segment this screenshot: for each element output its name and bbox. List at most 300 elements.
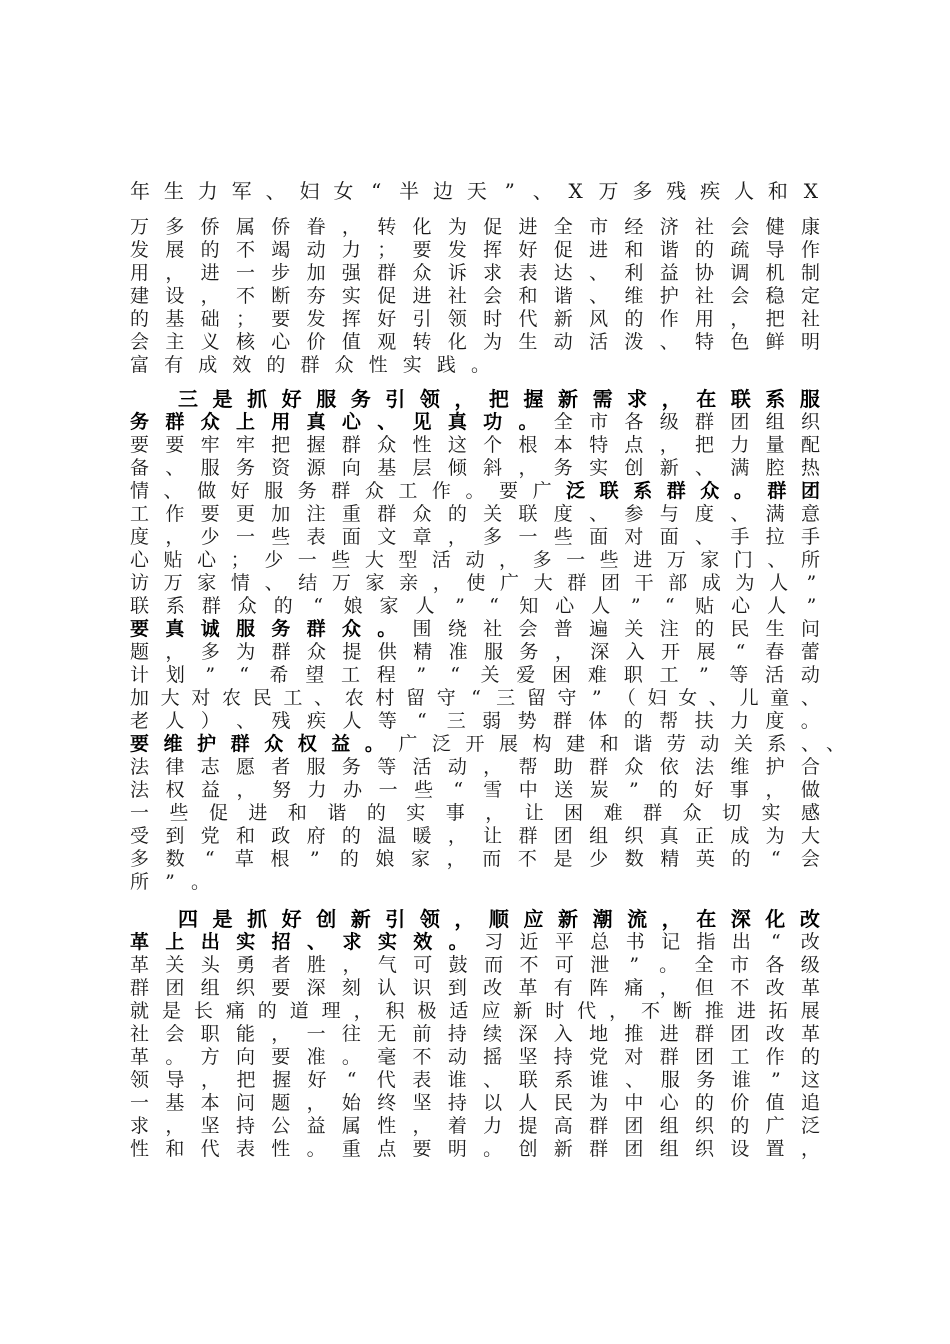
char: 引 <box>385 907 406 931</box>
p2-heading-line <box>178 388 820 411</box>
char: 、 <box>767 549 787 571</box>
char: 础 <box>200 308 220 330</box>
char: 、 <box>589 262 609 284</box>
char: 和 <box>518 285 538 307</box>
char: 要 <box>499 480 519 502</box>
char: 人 <box>165 710 185 732</box>
char: 、 <box>264 572 284 594</box>
char: 的 <box>200 239 220 261</box>
char: 效 <box>413 931 433 953</box>
char: 结 <box>298 572 318 594</box>
char: 爱 <box>516 664 536 686</box>
char: 满 <box>730 457 750 479</box>
char: 三 <box>178 387 198 411</box>
char: 准 <box>448 641 468 663</box>
char: 服 <box>799 387 820 411</box>
char: 知 <box>519 595 539 617</box>
char: 一 <box>297 549 317 571</box>
char: 广 <box>500 572 520 594</box>
char: 活 <box>589 331 609 353</box>
char: 展 <box>165 239 185 261</box>
char: 生 <box>518 331 538 353</box>
char: ， <box>800 1138 820 1160</box>
char: “ <box>239 664 249 686</box>
char: 织 <box>800 411 820 433</box>
char: ， <box>661 387 682 411</box>
char: 拉 <box>765 526 785 548</box>
char: 系 <box>633 480 653 502</box>
p2-line-4 <box>130 457 820 480</box>
char: ， <box>661 907 682 931</box>
char: 要 <box>165 434 185 456</box>
char: 把 <box>695 434 715 456</box>
char: 要 <box>271 1046 291 1068</box>
char: 痛 <box>624 977 644 999</box>
char: 新 <box>350 907 371 931</box>
char: ” <box>629 954 640 976</box>
char: 三 <box>446 710 466 732</box>
char: 拓 <box>768 1000 788 1022</box>
char: 炭 <box>589 779 609 801</box>
p3-line-8 <box>130 1069 820 1092</box>
char: 章 <box>412 526 432 548</box>
char: 团 <box>730 1023 750 1045</box>
char: 方 <box>200 1046 220 1068</box>
char: “ <box>346 1069 357 1091</box>
char: 进 <box>736 1000 756 1022</box>
char: 难 <box>603 802 623 824</box>
char: 设 <box>165 285 185 307</box>
char: 民 <box>730 618 750 640</box>
char: 要 <box>130 733 150 755</box>
char: 守 <box>436 687 456 709</box>
char: 关 <box>483 503 503 525</box>
char: 为 <box>765 825 785 847</box>
char: “ <box>735 641 746 663</box>
char: 女 <box>333 179 354 203</box>
char: 四 <box>178 907 198 931</box>
char: 好 <box>281 907 302 931</box>
char: 注 <box>659 618 679 640</box>
char: 法 <box>130 756 150 778</box>
char: 。 <box>659 954 679 976</box>
char: 中 <box>624 1092 644 1114</box>
char: 头 <box>200 954 220 976</box>
char: 广 <box>532 480 552 502</box>
char: 平 <box>554 931 574 953</box>
char: 作 <box>165 503 185 525</box>
char: 务 <box>519 641 539 663</box>
char: 志 <box>200 756 220 778</box>
char: 众 <box>364 480 384 502</box>
char: 联 <box>518 503 538 525</box>
char: ， <box>554 641 574 663</box>
char: 谁 <box>589 1069 609 1091</box>
char: 基 <box>165 308 185 330</box>
char: 见 <box>412 411 432 433</box>
char: 律 <box>165 756 185 778</box>
p2-line-20 <box>130 825 820 848</box>
char: 有 <box>164 354 184 376</box>
char: 持 <box>447 1092 467 1114</box>
char: 加 <box>271 503 291 525</box>
char: 人 <box>415 595 435 617</box>
char: 性 <box>412 434 432 456</box>
char: 访 <box>130 572 150 594</box>
char: 续 <box>483 1023 503 1045</box>
char: 新 <box>513 1000 533 1022</box>
char: 改 <box>483 977 503 999</box>
char: 要 <box>200 503 220 525</box>
char: 创 <box>624 457 644 479</box>
char: 改 <box>799 907 820 931</box>
char: 留 <box>526 687 546 709</box>
char: 动 <box>306 239 326 261</box>
char: 勇 <box>236 954 256 976</box>
p3-line-6 <box>130 1023 820 1046</box>
char: 亲 <box>399 572 419 594</box>
char: 求 <box>342 931 362 953</box>
char: 地 <box>589 1023 609 1045</box>
char: 握 <box>272 1069 292 1091</box>
char: 性 <box>130 1138 150 1160</box>
char: 备 <box>130 457 150 479</box>
char: 大 <box>800 825 820 847</box>
char: 一 <box>235 262 255 284</box>
char: 开 <box>465 733 485 755</box>
char: 引 <box>412 308 432 330</box>
char: 家 <box>411 848 431 870</box>
char: 胜 <box>307 954 327 976</box>
char: 源 <box>306 457 326 479</box>
char: 会 <box>800 848 820 870</box>
char: 、 <box>659 331 679 353</box>
char: 斜 <box>483 457 503 479</box>
char: 握 <box>306 434 326 456</box>
char: 践 <box>436 354 456 376</box>
char: 活 <box>431 549 451 571</box>
char: 联 <box>599 480 619 502</box>
char: 团 <box>695 1046 715 1068</box>
char: 本 <box>200 1092 220 1114</box>
char: 织 <box>235 977 255 999</box>
char: 感 <box>800 802 820 824</box>
char: 些 <box>271 526 291 548</box>
char: 服 <box>200 457 220 479</box>
char: 家 <box>365 572 385 594</box>
char: ， <box>165 262 185 284</box>
char: 侨 <box>200 216 220 238</box>
char: “ <box>664 595 675 617</box>
char: ， <box>342 954 362 976</box>
char: 群 <box>552 710 572 732</box>
p2-line-5 <box>130 480 820 503</box>
char: 不 <box>641 1000 661 1022</box>
char: 色 <box>730 331 750 353</box>
char: 组 <box>589 825 609 847</box>
char: 是 <box>212 907 233 931</box>
char: 侨 <box>271 216 291 238</box>
char: ， <box>432 572 452 594</box>
char: 遍 <box>589 618 609 640</box>
char: 泄 <box>590 954 610 976</box>
char: ” <box>771 1069 781 1091</box>
char: 问 <box>235 1092 255 1114</box>
char: 织 <box>624 825 644 847</box>
char: 鼓 <box>448 954 468 976</box>
char: 些 <box>331 549 351 571</box>
char: 大 <box>533 572 553 594</box>
char: 群 <box>695 1023 715 1045</box>
char: 的 <box>658 779 678 801</box>
char: 劳 <box>666 733 686 755</box>
char: 主 <box>165 331 185 353</box>
char: 要 <box>130 618 150 640</box>
stray-punctuation: 、 <box>826 733 846 755</box>
char: 团 <box>600 572 620 594</box>
char: 众 <box>682 802 702 824</box>
char: 工 <box>398 480 418 502</box>
char: 、 <box>730 503 750 525</box>
char: 心 <box>197 549 217 571</box>
char: 流 <box>627 907 648 931</box>
char: 可 <box>413 954 433 976</box>
char: 核 <box>235 331 255 353</box>
char: 力 <box>341 239 361 261</box>
char: 表 <box>306 526 326 548</box>
char: 创 <box>518 1138 538 1160</box>
char: 参 <box>624 503 644 525</box>
char: 鲜 <box>765 331 785 353</box>
char: 、 <box>236 710 256 732</box>
char: 大 <box>364 549 384 571</box>
char: 和 <box>165 1138 185 1160</box>
char: 一 <box>378 779 398 801</box>
char: 应 <box>523 907 544 931</box>
char: 让 <box>483 825 503 847</box>
char: 群 <box>165 411 185 433</box>
char: 半 <box>399 179 420 203</box>
char: 泛 <box>431 733 451 755</box>
char: 谁 <box>447 1069 467 1091</box>
char: ” <box>630 595 641 617</box>
char: 务 <box>553 457 573 479</box>
char: 万 <box>666 549 686 571</box>
char: 弱 <box>482 710 502 732</box>
char: 。 <box>377 618 397 640</box>
p3-heading-line <box>178 908 820 931</box>
char: 导 <box>165 1069 185 1091</box>
char: 护 <box>659 285 679 307</box>
char: 进 <box>659 1023 679 1045</box>
char: 近 <box>519 931 539 953</box>
char: 刻 <box>341 977 361 999</box>
char: X <box>568 179 583 203</box>
char: “ <box>489 595 499 617</box>
char: 不 <box>730 977 750 999</box>
char: “ <box>204 848 215 870</box>
char: 政 <box>271 825 291 847</box>
char: 留 <box>406 687 426 709</box>
char: 度 <box>765 710 785 732</box>
char: 点 <box>624 434 644 456</box>
char: 草 <box>234 848 254 870</box>
char: 追 <box>800 1092 820 1114</box>
char: 数 <box>624 848 644 870</box>
char: 天 <box>466 179 487 203</box>
char: 活 <box>412 756 432 778</box>
char: 法 <box>130 779 150 801</box>
char: 多 <box>130 848 150 870</box>
p1-line-8 <box>130 354 490 377</box>
char: 疾 <box>307 710 327 732</box>
char: 。 <box>733 480 753 502</box>
char: 众 <box>700 480 720 502</box>
char: 提 <box>342 641 362 663</box>
p3-line-9 <box>130 1092 820 1115</box>
char: 年 <box>130 179 150 203</box>
char: 竭 <box>271 239 291 261</box>
char: ， <box>730 308 750 330</box>
char: 改 <box>765 977 785 999</box>
char: 心 <box>731 595 751 617</box>
char: 党 <box>200 825 220 847</box>
char: 谐 <box>633 733 653 755</box>
char: 不 <box>412 1046 432 1068</box>
char: 家 <box>700 549 720 571</box>
char: 做 <box>197 480 217 502</box>
p1-line-1 <box>130 180 820 203</box>
char: 转 <box>377 216 397 238</box>
char: 。 <box>470 354 490 376</box>
char: 群 <box>643 802 663 824</box>
char: 、 <box>532 179 553 203</box>
char: ， <box>306 1092 326 1114</box>
char: 群 <box>201 595 221 617</box>
char: 群 <box>130 977 150 999</box>
char: 关 <box>733 733 753 755</box>
char: 力 <box>307 779 327 801</box>
char: 持 <box>553 1046 573 1068</box>
char: 机 <box>765 262 785 284</box>
char: ” <box>165 871 175 893</box>
char: 牢 <box>200 434 220 456</box>
char: 坚 <box>518 1046 538 1068</box>
p2-line-10 <box>130 595 820 618</box>
char: 众 <box>412 503 432 525</box>
char: 新 <box>659 457 679 479</box>
char: 扶 <box>694 710 714 732</box>
char: 对 <box>624 1046 644 1068</box>
char: 深 <box>518 1023 538 1045</box>
char: 谁 <box>731 1069 751 1091</box>
char: 服 <box>484 641 504 663</box>
char: 革 <box>518 977 538 999</box>
char: 加 <box>306 262 326 284</box>
p1-line-7 <box>130 331 820 354</box>
char: 配 <box>800 434 820 456</box>
char: 万 <box>163 572 183 594</box>
char: 、 <box>625 1069 645 1091</box>
char: 、 <box>695 526 715 548</box>
char: 的 <box>339 848 359 870</box>
char: 眷 <box>306 216 326 238</box>
char: 服 <box>235 618 255 640</box>
char: 法 <box>695 756 715 778</box>
char: 中 <box>518 779 538 801</box>
char: 导 <box>765 239 785 261</box>
char: ” <box>504 179 515 203</box>
char: 村 <box>375 687 395 709</box>
char: 意 <box>800 503 820 525</box>
char: ， <box>165 526 185 548</box>
char: 的 <box>731 848 751 870</box>
char: 功 <box>483 411 503 433</box>
char: 全 <box>694 954 714 976</box>
char: 型 <box>398 549 418 571</box>
char: 更 <box>235 503 255 525</box>
char: 夯 <box>306 285 326 307</box>
char: 出 <box>200 931 220 953</box>
char: 社 <box>130 1023 150 1045</box>
char: 阵 <box>589 977 609 999</box>
char: 用 <box>271 411 291 433</box>
char: 群 <box>230 733 250 755</box>
char: 促 <box>208 802 228 824</box>
char: 要 <box>271 977 291 999</box>
char: 革 <box>130 1046 150 1068</box>
char: 的 <box>447 503 467 525</box>
char: 残 <box>271 710 291 732</box>
char: 革 <box>130 931 150 953</box>
char: 务 <box>271 618 291 640</box>
char: 守 <box>557 687 577 709</box>
char: 多 <box>532 549 552 571</box>
char: 持 <box>447 1023 467 1045</box>
char: 终 <box>377 1092 397 1114</box>
p2-line-17 <box>130 756 820 779</box>
char: 表 <box>518 262 538 284</box>
char: ， <box>236 779 256 801</box>
char: 泼 <box>624 331 644 353</box>
char: 是 <box>212 387 233 411</box>
char: 建 <box>566 733 586 755</box>
char: 新 <box>558 387 579 411</box>
char: 社 <box>695 285 715 307</box>
char: 工 <box>730 1046 750 1068</box>
char: 、 <box>589 503 609 525</box>
char: 务 <box>130 411 150 433</box>
char: 总 <box>590 931 610 953</box>
char: 群 <box>306 618 326 640</box>
char: 领 <box>447 308 467 330</box>
char: 会 <box>165 1023 185 1045</box>
char: 记 <box>661 931 681 953</box>
char: 潮 <box>592 907 613 931</box>
char: 些 <box>553 526 573 548</box>
char: 革 <box>800 1023 820 1045</box>
char: 重 <box>341 1138 361 1160</box>
char: 坚 <box>200 1115 220 1137</box>
char: 群 <box>518 825 538 847</box>
char: 军 <box>231 179 252 203</box>
char: 识 <box>412 977 432 999</box>
char: 向 <box>235 1046 255 1068</box>
char: 革 <box>800 977 820 999</box>
char: 是 <box>161 1000 181 1022</box>
char: 会 <box>483 285 503 307</box>
char: 化 <box>447 331 467 353</box>
